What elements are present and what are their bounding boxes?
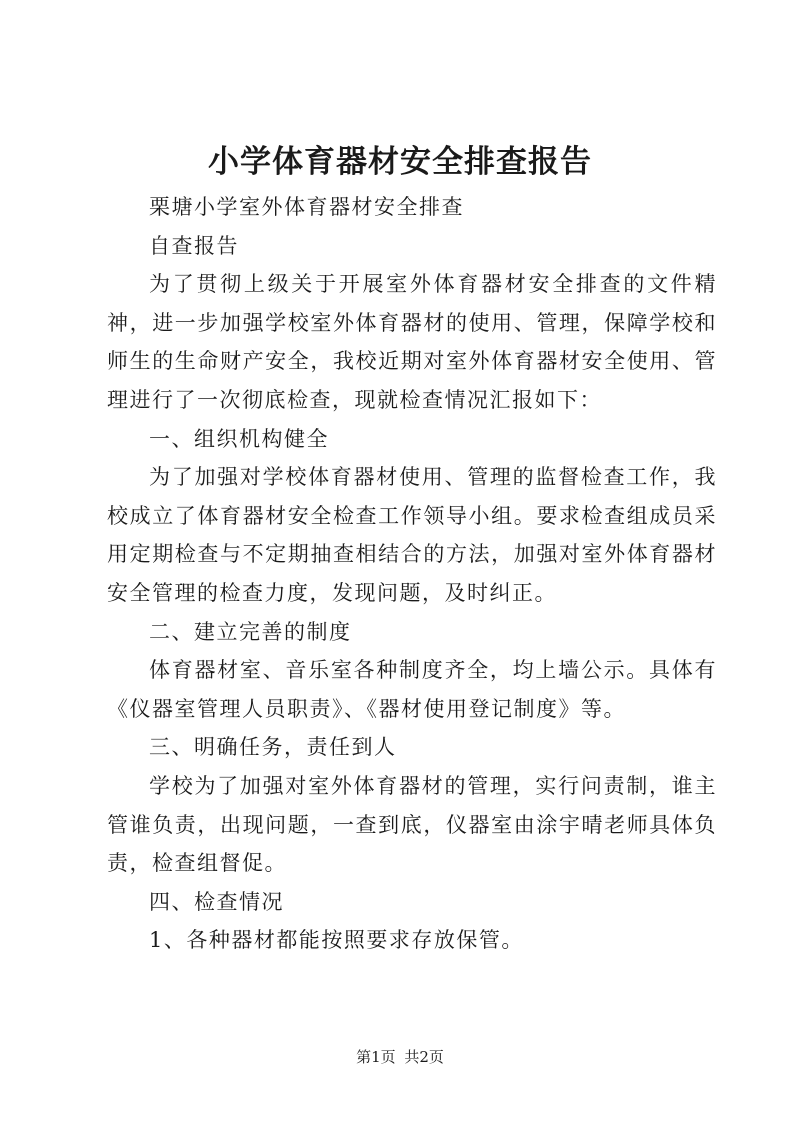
document-body bbox=[107, 188, 717, 960]
section-heading-3: 三、明确任务，责任到人 bbox=[149, 735, 397, 760]
subtitle-line-1: 栗塘小学室外体育器材安全排查 bbox=[149, 195, 464, 219]
section-heading-2: 二、建立完善的制度 bbox=[149, 619, 352, 644]
section-paragraph-1: 为了加强对学校体育器材使用、管理的监督检查工作，我校成立了体育器材安全检查工作领导小组。要求检查组成员采用定期检查与不定期抽查相结合的方法，加强对室外体育器材安全管理的检查力度，发现问题，及时纠正。 bbox=[107, 465, 717, 605]
section-heading-1: 一、组织机构健全 bbox=[149, 426, 329, 451]
section-paragraph-3: 学校为了加强对室外体育器材的管理，实行问责制，谁主管谁负责，出现问题，一查到底，仪器室由涂宇晴老师具体负责，检查组督促。 bbox=[107, 773, 717, 876]
section-heading-4: 四、检查情况 bbox=[149, 889, 284, 914]
subtitle-line-2: 自查报告 bbox=[149, 233, 239, 258]
page-number: 第1页 bbox=[356, 1048, 396, 1066]
document-title: 小学体育器材安全排查报告 bbox=[208, 144, 592, 180]
section-paragraph-2: 体育器材室、音乐室各种制度齐全，均上墙公示。具体有《仪器室管理人员职责》、《器材使用登记制度》等。 bbox=[107, 658, 717, 721]
intro-paragraph: 为了贯彻上级关于开展室外体育器材安全排查的文件精神，进一步加强学校室外体育器材的使用、管理，保障学校和师生的生命财产安全，我校近期对室外体育器材安全使用、管理进行了一次彻底检查，现就检查情况汇报如下： bbox=[107, 272, 717, 412]
page-total: 共2页 bbox=[404, 1048, 444, 1066]
page-footer bbox=[0, 1047, 800, 1067]
section-paragraph-4: 1、各种器材都能按照要求存放保管。 bbox=[149, 928, 524, 953]
